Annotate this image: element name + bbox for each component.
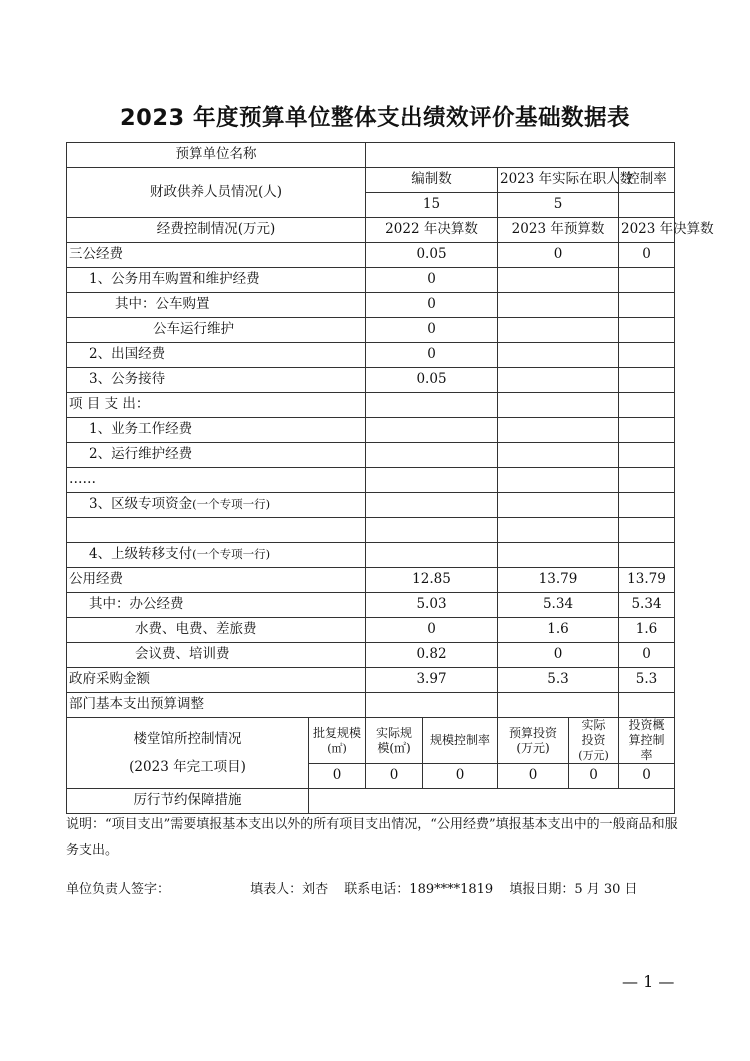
item-value[interactable] xyxy=(366,393,498,418)
building-value[interactable]: 0 xyxy=(309,764,366,789)
budget-label: 经费控制情况(万元) xyxy=(67,218,366,243)
item-value[interactable]: 0 xyxy=(619,243,675,268)
header-text: 算控制 xyxy=(628,733,665,747)
item-value[interactable]: 0 xyxy=(366,293,498,318)
header-unit: (㎡) xyxy=(327,741,347,755)
table-row xyxy=(67,368,675,393)
building-value[interactable]: 0 xyxy=(619,764,675,789)
building-label-sub: (2023 年完工项目) xyxy=(129,759,246,775)
item-label: …… xyxy=(67,468,366,493)
explanation-note: 说明：“项目支出”需要填报基本支出以外的所有项目支出情况，“公用经费”填报基本支出中的一般商品和服务支出。 xyxy=(66,817,678,858)
item-value[interactable] xyxy=(498,518,619,543)
header-text: 批复规模 xyxy=(312,725,361,740)
table-row xyxy=(67,568,675,593)
item-value[interactable] xyxy=(498,418,619,443)
building-header xyxy=(498,718,569,764)
table-row xyxy=(67,143,675,168)
item-value[interactable] xyxy=(619,318,675,343)
item-value[interactable] xyxy=(498,693,619,718)
budget-header: 2023 年预算数 xyxy=(498,218,619,243)
item-value[interactable]: 0 xyxy=(366,618,498,643)
item-label xyxy=(67,518,366,543)
item-value[interactable] xyxy=(619,343,675,368)
saving-field[interactable] xyxy=(309,789,675,814)
item-value[interactable]: 0 xyxy=(498,243,619,268)
item-label: 公车运行维护 xyxy=(67,318,366,343)
item-value[interactable] xyxy=(498,468,619,493)
item-value[interactable] xyxy=(619,418,675,443)
item-value[interactable] xyxy=(619,443,675,468)
item-value[interactable] xyxy=(619,393,675,418)
item-value[interactable]: 3.97 xyxy=(366,668,498,693)
item-value[interactable]: 0.05 xyxy=(366,243,498,268)
item-value[interactable] xyxy=(366,493,498,518)
table-row xyxy=(67,543,675,568)
item-value[interactable]: 0.05 xyxy=(366,368,498,393)
table-row xyxy=(67,668,675,693)
staff-value[interactable]: 5 xyxy=(498,193,619,218)
item-value[interactable] xyxy=(498,293,619,318)
item-value[interactable] xyxy=(498,493,619,518)
item-label: 会议费、培训费 xyxy=(67,643,366,668)
header-text: 投资 xyxy=(581,733,606,747)
header-unit: (万元) xyxy=(578,749,609,762)
item-value[interactable]: 5.34 xyxy=(619,593,675,618)
table-row xyxy=(67,518,675,543)
item-label-note: (一个专项一行) xyxy=(192,547,271,562)
table-row xyxy=(67,343,675,368)
item-value[interactable]: 5.03 xyxy=(366,593,498,618)
item-value[interactable]: 0 xyxy=(619,643,675,668)
item-value[interactable] xyxy=(498,318,619,343)
header-text: 投资概 xyxy=(628,718,665,732)
building-value[interactable]: 0 xyxy=(366,764,423,789)
building-label xyxy=(67,718,309,789)
saving-label: 厉行节约保障措施 xyxy=(67,789,309,814)
budget-header: 2022 年决算数 xyxy=(366,218,498,243)
leader-signature: 单位负责人签字： xyxy=(66,882,171,897)
item-value[interactable] xyxy=(366,443,498,468)
building-header xyxy=(366,718,423,764)
item-label: 三公经费 xyxy=(67,243,366,268)
header-text: 率 xyxy=(640,748,653,762)
table-row xyxy=(67,393,675,418)
data-table xyxy=(66,142,714,814)
item-value[interactable] xyxy=(498,543,619,568)
building-value[interactable]: 0 xyxy=(498,764,569,789)
contact-phone: 联系电话：189****1819 xyxy=(344,882,494,897)
building-header xyxy=(619,718,675,764)
table-row xyxy=(67,168,675,193)
table-row xyxy=(67,618,675,643)
item-value[interactable] xyxy=(498,268,619,293)
item-label: 1、公务用车购置和维护经费 xyxy=(67,268,366,293)
unit-name-field[interactable] xyxy=(366,143,675,168)
table-row xyxy=(67,593,675,618)
item-label: 公用经费 xyxy=(67,568,366,593)
item-value[interactable]: 0 xyxy=(366,343,498,368)
item-value[interactable] xyxy=(619,368,675,393)
building-header xyxy=(569,718,619,764)
table-row xyxy=(67,218,675,243)
item-label: 水费、电费、差旅费 xyxy=(67,618,366,643)
table-row xyxy=(67,468,675,493)
table-row xyxy=(67,789,675,814)
signature-line xyxy=(66,878,706,897)
item-value[interactable]: 1.6 xyxy=(619,618,675,643)
building-value[interactable]: 0 xyxy=(423,764,498,789)
table-row xyxy=(67,693,675,718)
item-label-text: 4、上级转移支付 xyxy=(89,546,193,563)
item-label: 2、出国经费 xyxy=(67,343,366,368)
item-value[interactable]: 0.82 xyxy=(366,643,498,668)
fill-date: 填报日期：5 月 30 日 xyxy=(509,882,638,897)
staff-header: 控制率 xyxy=(619,168,675,193)
table-row xyxy=(67,718,675,764)
header-text: 模(㎡) xyxy=(377,740,411,755)
item-label: 其中：办公经费 xyxy=(67,593,366,618)
item-value[interactable]: 12.85 xyxy=(366,568,498,593)
item-value[interactable] xyxy=(498,368,619,393)
item-value[interactable] xyxy=(366,418,498,443)
table-row xyxy=(67,293,675,318)
item-label xyxy=(67,493,366,518)
item-value[interactable] xyxy=(366,543,498,568)
header-text: 预算投资 xyxy=(508,725,557,740)
item-value[interactable] xyxy=(498,343,619,368)
building-value[interactable]: 0 xyxy=(569,764,619,789)
page-title: 2023 年度预算单位整体支出绩效评价基础数据表 xyxy=(120,105,630,131)
table-row xyxy=(67,268,675,293)
building-label-main: 楼堂馆所控制情况 xyxy=(133,731,242,747)
staff-header: 2023 年实际在职人数 xyxy=(498,168,619,193)
unit-name-label: 预算单位名称 xyxy=(67,143,366,168)
item-value[interactable]: 0 xyxy=(366,318,498,343)
header-text: (万元) xyxy=(516,740,550,755)
item-value[interactable] xyxy=(366,518,498,543)
staff-value[interactable] xyxy=(619,193,675,218)
table-row xyxy=(67,443,675,468)
page-number: — 1 — xyxy=(622,972,675,991)
staff-header: 编制数 xyxy=(366,168,498,193)
item-value[interactable]: 5.3 xyxy=(619,668,675,693)
item-label-text: 3、区级专项资金 xyxy=(89,496,193,513)
item-value[interactable]: 0 xyxy=(498,643,619,668)
item-value[interactable] xyxy=(619,293,675,318)
item-value[interactable] xyxy=(619,493,675,518)
item-value[interactable] xyxy=(619,518,675,543)
item-value[interactable]: 13.79 xyxy=(498,568,619,593)
item-label: 3、公务接待 xyxy=(67,368,366,393)
item-label xyxy=(67,543,366,568)
budget-header: 2023 年决算数 xyxy=(619,218,675,243)
item-value[interactable]: 5.3 xyxy=(498,668,619,693)
filler-name: 填表人：刘杏 xyxy=(250,882,329,897)
item-label-note: (一个专项一行) xyxy=(192,497,271,512)
item-value[interactable] xyxy=(498,443,619,468)
header-text: 实际 xyxy=(581,718,606,732)
item-label: 2、运行维护经费 xyxy=(67,443,366,468)
table-row xyxy=(67,493,675,518)
item-value[interactable] xyxy=(366,693,498,718)
item-label: 部门基本支出预算调整 xyxy=(67,693,366,718)
item-value[interactable] xyxy=(498,393,619,418)
table-row xyxy=(67,643,675,668)
item-value[interactable] xyxy=(619,468,675,493)
item-value[interactable]: 5.34 xyxy=(498,593,619,618)
staff-value[interactable]: 15 xyxy=(366,193,498,218)
item-value[interactable]: 1.6 xyxy=(498,618,619,643)
item-label: 1、业务工作经费 xyxy=(67,418,366,443)
item-value[interactable]: 13.79 xyxy=(619,568,675,593)
item-value[interactable]: 0 xyxy=(366,268,498,293)
item-value[interactable] xyxy=(619,543,675,568)
item-label: 政府采购金额 xyxy=(67,668,366,693)
header-text: 实际规 xyxy=(375,725,412,740)
table-row xyxy=(67,418,675,443)
item-label: 项 目 支 出： xyxy=(67,393,366,418)
table-row xyxy=(67,318,675,343)
item-value[interactable] xyxy=(619,268,675,293)
item-label: 其中：公车购置 xyxy=(67,293,366,318)
building-header: 规模控制率 xyxy=(423,718,498,764)
staff-label: 财政供养人员情况(人) xyxy=(67,168,366,218)
table-row xyxy=(67,243,675,268)
building-header xyxy=(309,718,366,764)
item-value[interactable] xyxy=(619,693,675,718)
item-value[interactable] xyxy=(366,468,498,493)
